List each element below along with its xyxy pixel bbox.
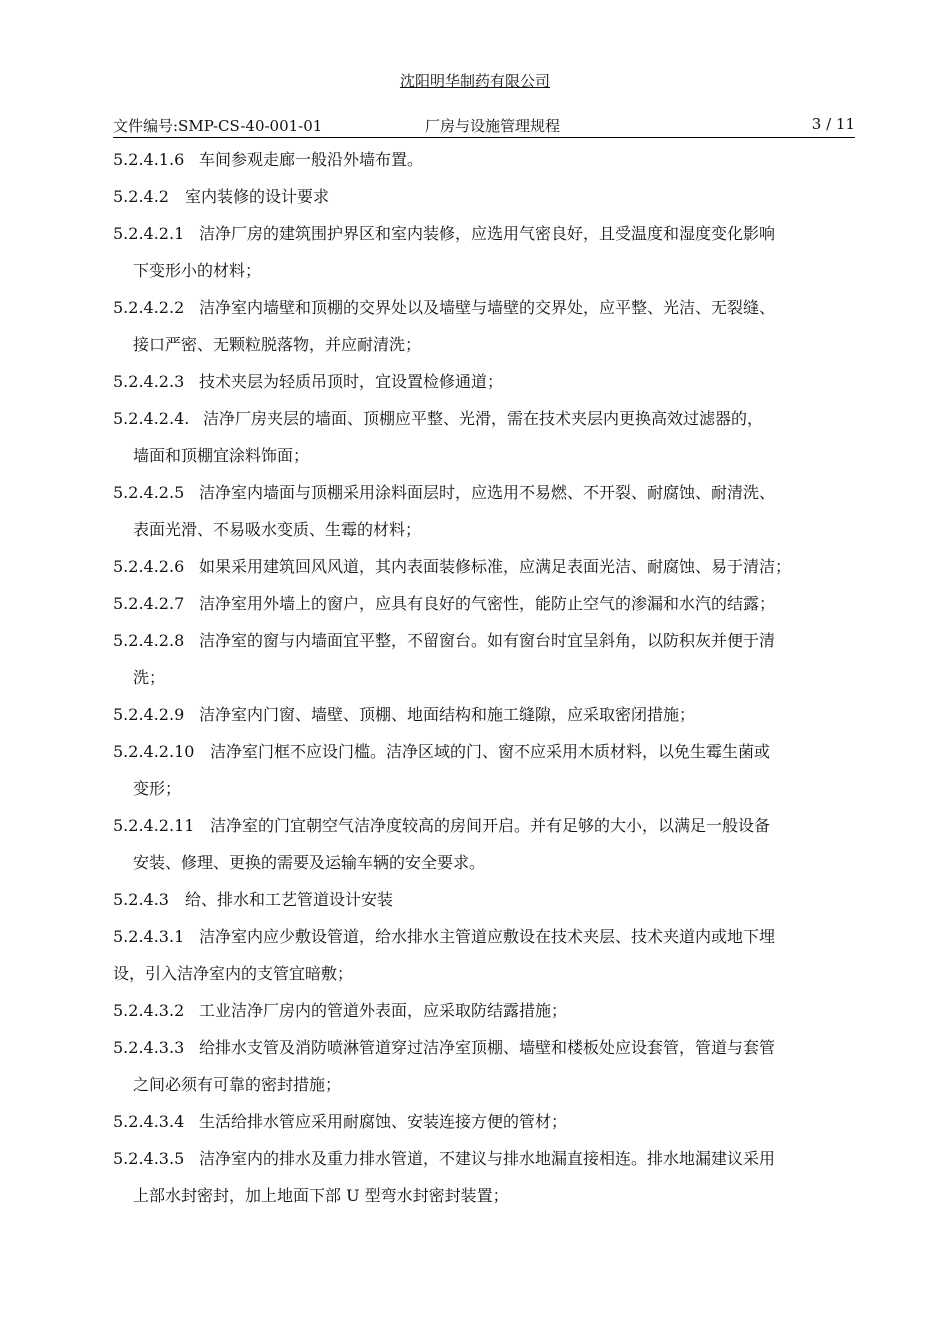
clause-continuation: 表面光滑、不易吸水变质、生霉的材料； [133, 520, 422, 539]
clause-number: 5.2.4.2.7 [113, 594, 185, 613]
clause-text: 洁净厂房夹层的墙面、顶棚应平整、光滑，需在技术夹层内更换高效过滤器的， [203, 409, 764, 428]
clause-number: 5.2.4.3.5 [113, 1149, 185, 1168]
clause [113, 141, 883, 178]
clause-text: 室内装修的设计要求 [185, 187, 330, 206]
clause [113, 474, 883, 511]
clause-continuation: 设，引入洁净室内的支管宜暗敷； [113, 964, 354, 983]
clause-text: 洁净室内应少敷设管道，给水排水主管道应敷设在技术夹层、技术夹道内或地下埋 [199, 927, 776, 946]
clause-text: 技术夹层为轻质吊顶时，宜设置检修通道； [199, 372, 504, 391]
clause-number: 5.2.4.2.9 [113, 705, 185, 724]
clause-text: 车间参观走廊一般沿外墙布置。 [199, 150, 424, 169]
clause-text: 给排水支管及消防喷淋管道穿过洁净室顶棚、墙壁和楼板处应设套管，管道与套管 [199, 1038, 776, 1057]
clause-continuation: 墙面和顶棚宜涂料饰面； [133, 446, 310, 465]
clause-number: 5.2.4.2.11 [113, 816, 195, 835]
clause-number: 5.2.4.3.3 [113, 1038, 185, 1057]
clause [113, 1029, 883, 1066]
doc-number: 文件编号:SMP-CS-40-001-01 [113, 117, 323, 135]
clause-continuation: 之间必须有可靠的密封措施； [133, 1075, 342, 1094]
clause-number: 5.2.4.2.5 [113, 483, 185, 502]
clause-number: 5.2.4.2.4. [113, 409, 190, 428]
clause-number: 5.2.4.2.2 [113, 298, 185, 317]
clause-text: 洁净室的门宜朝空气洁净度较高的房间开启。并有足够的大小，以满足一般设备 [210, 816, 771, 835]
document-header [113, 115, 855, 138]
clause-continuation: 变形； [133, 779, 182, 798]
clause-number: 5.2.4.2.1 [113, 224, 185, 243]
page-number: 3 / 11 [811, 115, 855, 133]
clause [113, 289, 883, 326]
clause-continuation: 下变形小的材料； [133, 261, 262, 280]
document-body [113, 141, 883, 1214]
clause [113, 733, 883, 770]
clause-number: 5.2.4.2 [113, 187, 169, 206]
clause-continuation: 上部水封密封，加上地面下部 U 型弯水封密封装置； [133, 1186, 509, 1205]
clause-text: 洁净室内门窗、墙壁、顶棚、地面结构和施工缝隙，应采取密闭措施； [199, 705, 696, 724]
clause-number: 5.2.4.2.6 [113, 557, 185, 576]
clause-continuation: 安装、修理、更换的需要及运输车辆的安全要求。 [133, 853, 486, 872]
clause-number: 5.2.4.1.6 [113, 150, 185, 169]
clause-number: 5.2.4.3.4 [113, 1112, 185, 1131]
clause [113, 696, 883, 733]
clause-text: 洁净室内墙面与顶棚采用涂料面层时，应选用不易燃、不开裂、耐腐蚀、耐清洗、 [199, 483, 776, 502]
clause-text: 洁净室的窗与内墙面宜平整，不留窗台。如有窗台时宜呈斜角，以防积灰并便于清 [199, 631, 776, 650]
clause-text: 洁净厂房的建筑围护界区和室内装修，应选用气密良好，且受温度和湿度变化影响 [199, 224, 776, 243]
clause [113, 400, 883, 437]
doc-title: 厂房与设施管理规程 [425, 117, 561, 135]
clause-text: 工业洁净厂房内的管道外表面，应采取防结露措施； [199, 1001, 568, 1020]
section-heading [113, 178, 883, 215]
clause [113, 585, 883, 622]
company-name: 沈阳明华制药有限公司 [399, 72, 550, 90]
clause-text: 如果采用建筑回风风道，其内表面装修标准，应满足表面光洁、耐腐蚀、易于清洁； [199, 557, 792, 576]
clause [113, 992, 883, 1029]
clause [113, 918, 883, 955]
section-heading [113, 881, 883, 918]
clause-text: 洁净室门框不应设门槛。洁净区域的门、窗不应采用木质材料，以免生霉生菌或 [210, 742, 771, 761]
clause-number: 5.2.4.3.2 [113, 1001, 185, 1020]
clause-text: 洁净室内的排水及重力排水管道，不建议与排水地漏直接相连。排水地漏建议采用 [199, 1149, 776, 1168]
clause [113, 548, 883, 585]
clause [113, 363, 883, 400]
clause [113, 1140, 883, 1177]
clause-number: 5.2.4.3 [113, 890, 169, 909]
clause-text: 洁净室用外墙上的窗户，应具有良好的气密性，能防止空气的渗漏和水汽的结露； [199, 594, 776, 613]
clause-number: 5.2.4.3.1 [113, 927, 185, 946]
clause-text: 洁净室内墙壁和顶棚的交界处以及墙壁与墙壁的交界处，应平整、光洁、无裂缝、 [199, 298, 776, 317]
clause-number: 5.2.4.2.10 [113, 742, 195, 761]
clause-continuation: 洗； [133, 668, 166, 687]
clause-text: 给、排水和工艺管道设计安装 [185, 890, 394, 909]
clause-text: 生活给排水管应采用耐腐蚀、安装连接方便的管材； [199, 1112, 568, 1131]
clause [113, 215, 883, 252]
clause [113, 807, 883, 844]
clause [113, 1103, 883, 1140]
clause-continuation: 接口严密、无颗粒脱落物，并应耐清洗； [133, 335, 422, 354]
clause [113, 622, 883, 659]
clause-number: 5.2.4.2.8 [113, 631, 185, 650]
clause-number: 5.2.4.2.3 [113, 372, 185, 391]
